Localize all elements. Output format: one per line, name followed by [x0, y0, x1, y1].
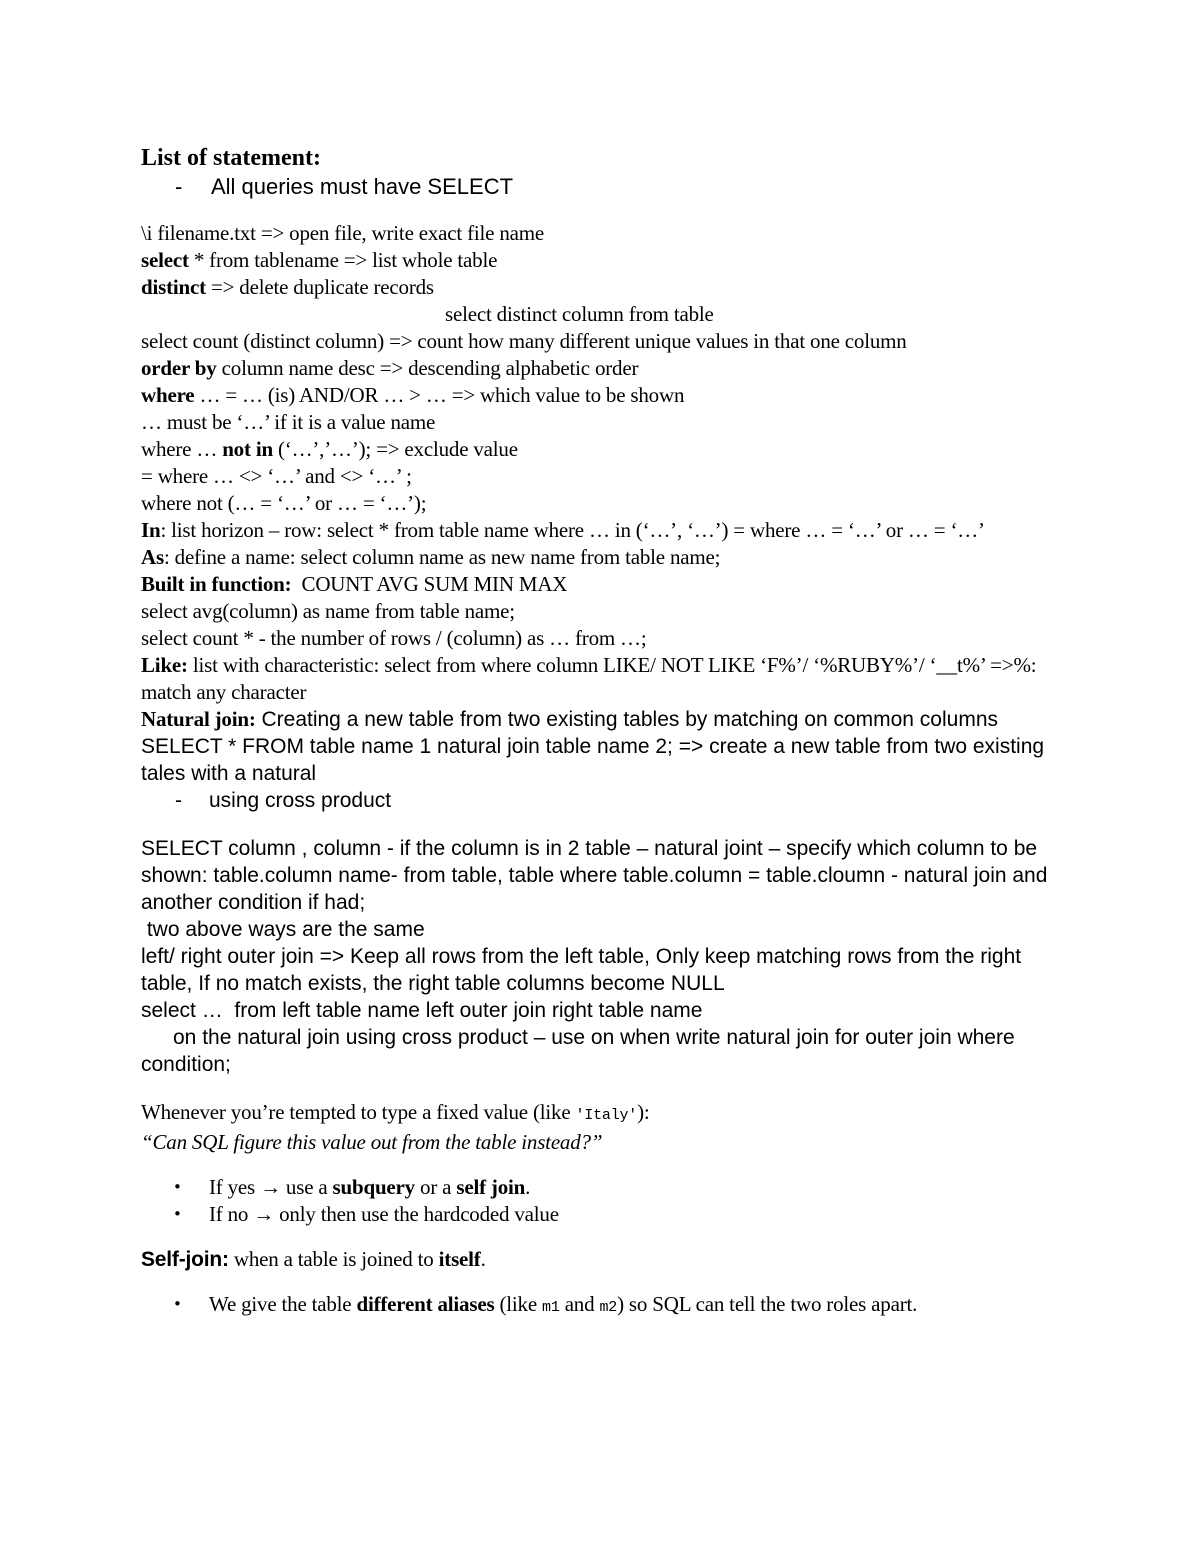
keyword-natural-join: Natural join: — [141, 707, 256, 731]
code-italy: 'Italy' — [575, 1107, 638, 1124]
document-page — [141, 144, 1056, 1321]
selfjoin-label: Self-join: — [141, 1248, 229, 1271]
keyword-subquery: subquery — [332, 1175, 415, 1199]
bullet-icon: • — [173, 1295, 182, 1313]
line-value-name: … must be ‘…’ if it is a value name — [141, 410, 436, 434]
keyword-builtin: Built in function: — [141, 572, 292, 596]
line-select-columns: SELECT column , column - if the column is in 2 table – natural joint – specify which column to be shown: table.column name- from table, table where table.column = table.cloumn - natural join and another condition if had; — [141, 837, 1048, 914]
line-text: If yes → use a — [209, 1175, 333, 1199]
line-text: ): — [637, 1100, 650, 1124]
line-count-star: select count * - the number of rows / (column) as … from …; — [141, 626, 647, 650]
dash-marker: - — [175, 789, 182, 812]
line-text: when a table is joined to — [228, 1247, 439, 1271]
line-in — [141, 517, 1056, 544]
line-text: … = … (is) AND/OR … > … => which value to be shown — [194, 383, 685, 407]
bullet-icon: • — [173, 1205, 182, 1223]
dash-marker: - — [175, 174, 183, 199]
line-where-not: where not (… = ‘…’ or … = ‘…’); — [141, 491, 427, 515]
line-text: : define a name: select column name as new name from table name; — [163, 545, 721, 569]
line-builtin-functions — [141, 571, 1056, 598]
line-text: where … — [141, 437, 223, 461]
line-two-ways: two above ways are the same — [141, 918, 425, 941]
line-text: (like — [494, 1292, 543, 1316]
keyword-in: In — [141, 518, 161, 542]
line-text: . — [480, 1247, 486, 1271]
list-item — [141, 1174, 1056, 1201]
cross-product-item — [141, 787, 1056, 814]
code-m2: m2 — [599, 1299, 618, 1316]
intro-text: All queries must have SELECT — [211, 174, 514, 199]
line-natural-join-example: SELECT * FROM table name 1 natural join table name 2; => create a new table from two existing tales with a natural — [141, 735, 1045, 785]
line-text: Whenever you’re tempted to type a fixed value (like — [141, 1100, 576, 1124]
list-item — [141, 1291, 1056, 1321]
code-m1: m1 — [542, 1299, 560, 1316]
line-distinct-example: select distinct column from table — [445, 302, 714, 326]
line-text: or a — [414, 1175, 457, 1199]
keyword-distinct: distinct — [141, 275, 206, 299]
line-as — [141, 544, 1056, 571]
line-text: . — [525, 1175, 531, 1199]
keyword-not-in: not in — [222, 437, 273, 461]
line-natural-join-on: on the natural join using cross product – use on when write natural join for outer join where condition; — [141, 1026, 1015, 1076]
line-count-distinct: select count (distinct column) => count how many different unique values in that one column — [141, 329, 907, 353]
keyword-as: As — [141, 545, 164, 569]
keyword-where: where — [141, 383, 195, 407]
keyword-select: select — [141, 248, 189, 272]
line-text: ) so SQL can tell the two roles apart. — [617, 1292, 918, 1316]
keyword-like: Like: — [141, 653, 188, 677]
line-text: * from tablename => list whole table — [188, 248, 498, 272]
statement-list — [141, 220, 1056, 706]
keyword-aliases: different aliases — [356, 1292, 495, 1316]
alias-list — [141, 1291, 1056, 1321]
doc-title: List of statement: — [141, 145, 321, 171]
list-item-text: If no → only then use the hardcoded value — [209, 1202, 559, 1226]
italic-question: “Can SQL figure this value out from the table instead?” — [141, 1130, 603, 1154]
line-text: (‘…’,’…’); => exclude value — [272, 437, 518, 461]
decision-list — [141, 1174, 1056, 1228]
bullet-icon: • — [173, 1178, 182, 1196]
line-open-file: \i filename.txt => open file, write exact file name — [141, 221, 544, 245]
line-select — [141, 247, 1056, 274]
line-text: list with characteristic: select from where column LIKE/ NOT LIKE ‘F%’/ ‘%RUBY%’/ ‘__t%’ =>%: match any character — [141, 653, 1037, 704]
list-item — [141, 1201, 1056, 1228]
line-not-in — [141, 436, 1056, 463]
line-text: Creating a new table from two existing tables by matching on common columns — [255, 708, 999, 731]
line-text: : list horizon – row: select * from table name where … in (‘…’, ‘…’) = where … = ‘…’ or … = ‘…’ — [160, 518, 985, 542]
line-like — [141, 652, 1056, 706]
line-text: and — [559, 1292, 600, 1316]
list-item-text — [209, 1291, 917, 1321]
selfjoin-definition — [141, 1246, 1056, 1273]
line-outer-join: left/ right outer join => Keep all rows from the left table, Only keep matching rows from the right table, If no match exists, the right table columns become NULL — [141, 945, 1022, 995]
line-question — [141, 1129, 1056, 1156]
line-fixed-value — [141, 1099, 1056, 1129]
line-text: COUNT AVG SUM MIN MAX — [291, 572, 568, 596]
line-distinct — [141, 274, 1056, 301]
line-where — [141, 382, 1056, 409]
list-item-text — [209, 1174, 530, 1201]
line-outer-join-example: select … from left table name left outer join right table name — [141, 999, 703, 1022]
line-text: We give the table — [209, 1292, 357, 1316]
line-avg: select avg(column) as name from table name; — [141, 599, 515, 623]
line-text: column name desc => descending alphabetic order — [216, 356, 639, 380]
keyword-order-by: order by — [141, 356, 217, 380]
line-order-by — [141, 355, 1056, 382]
line-text: using cross product — [209, 789, 392, 812]
keyword-self-join: self join — [456, 1175, 526, 1199]
keyword-itself: itself — [438, 1247, 481, 1271]
intro-list-item — [141, 172, 1056, 202]
line-not-equal: = where … <> ‘…’ and <> ‘…’ ; — [141, 464, 412, 488]
line-natural-join — [141, 706, 1056, 733]
line-text: => delete duplicate records — [205, 275, 434, 299]
